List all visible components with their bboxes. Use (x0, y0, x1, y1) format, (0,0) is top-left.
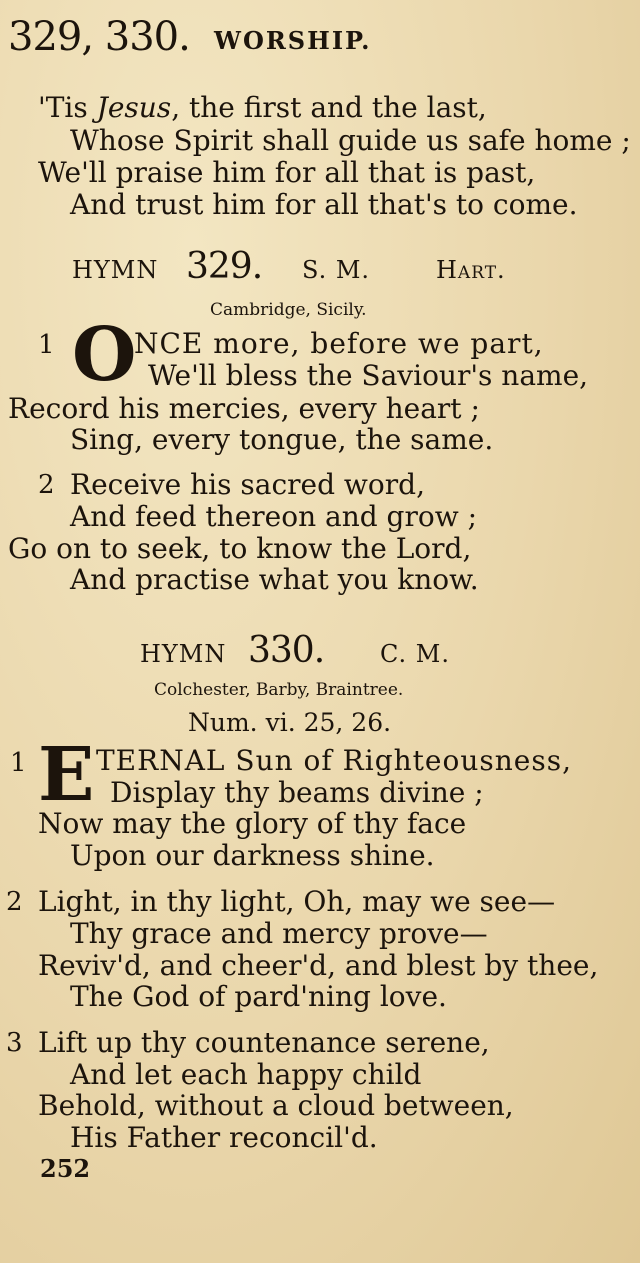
verse-line: Light, in thy light, Oh, may we see— (38, 885, 556, 918)
verse-number: 2 (38, 470, 55, 500)
intro-line-1: 'Tis Jesus, the first and the last, (38, 91, 487, 124)
verse-line: Go on to seek, to know the Lord, (8, 532, 472, 565)
hymn-330-number: 330. (248, 630, 325, 671)
hymn-330-meter: C. M. (380, 640, 450, 668)
verse-line: Receive his sacred word, (70, 468, 425, 501)
verse-line: Display thy beams divine ; (110, 776, 484, 809)
hymn-329-meter: S. M. (302, 256, 371, 284)
intro-line-2: Whose Spirit shall guide us safe home ; (70, 124, 631, 157)
verse-line: And feed thereon and grow ; (70, 500, 478, 533)
drop-cap: E (38, 732, 95, 818)
intro-line-3: We'll praise him for all that is past, (38, 156, 536, 189)
hymn-range: 329, 330. (8, 14, 190, 60)
hymn-329-label: HYMN (72, 256, 159, 284)
verse-number: 1 (38, 330, 55, 360)
intro-line-4: And trust him for all that's to come. (70, 188, 578, 221)
verse-number: 3 (6, 1028, 23, 1058)
hymn-329-tunes: Cambridge, Sicily. (210, 300, 367, 320)
drop-cap: O (72, 312, 137, 398)
verse-line: Reviv'd, and cheer'd, and blest by thee, (38, 949, 599, 982)
verse-line: Lift up thy countenance serene, (38, 1026, 490, 1059)
verse-line: His Father reconcil'd. (70, 1121, 378, 1154)
hymn-329-number: 329. (186, 246, 263, 287)
verse-line: And let each happy child (70, 1058, 422, 1091)
hymn-330-tunes: Colchester, Barby, Braintree. (154, 680, 404, 700)
running-title: WORSHIP. (214, 26, 372, 55)
verse-line: Now may the glory of thy face (38, 807, 467, 840)
hymn-330-label: HYMN (140, 640, 227, 668)
verse-line: The God of pard'ning love. (70, 980, 447, 1013)
verse-line: We'll bless the Saviour's name, (148, 359, 589, 392)
verse-line: Upon our darkness shine. (70, 839, 435, 872)
verse-line: NCE more, before we part, (134, 327, 544, 360)
hymn-329-author: Hart. (436, 256, 506, 284)
page-number: 252 (40, 1154, 91, 1183)
hymn-330-scripture: Num. vi. 25, 26. (188, 708, 392, 737)
verse-line: Record his mercies, every heart ; (8, 392, 480, 425)
verse-line: And practise what you know. (70, 563, 479, 596)
verse-line: Behold, without a cloud between, (38, 1089, 514, 1122)
verse-line: Sing, every tongue, the same. (70, 423, 494, 456)
verse-number: 2 (6, 887, 23, 917)
verse-line: Thy grace and mercy prove— (70, 917, 488, 950)
verse-line: TERNAL Sun of Righteousness, (96, 744, 572, 777)
verse-number: 1 (10, 748, 27, 778)
